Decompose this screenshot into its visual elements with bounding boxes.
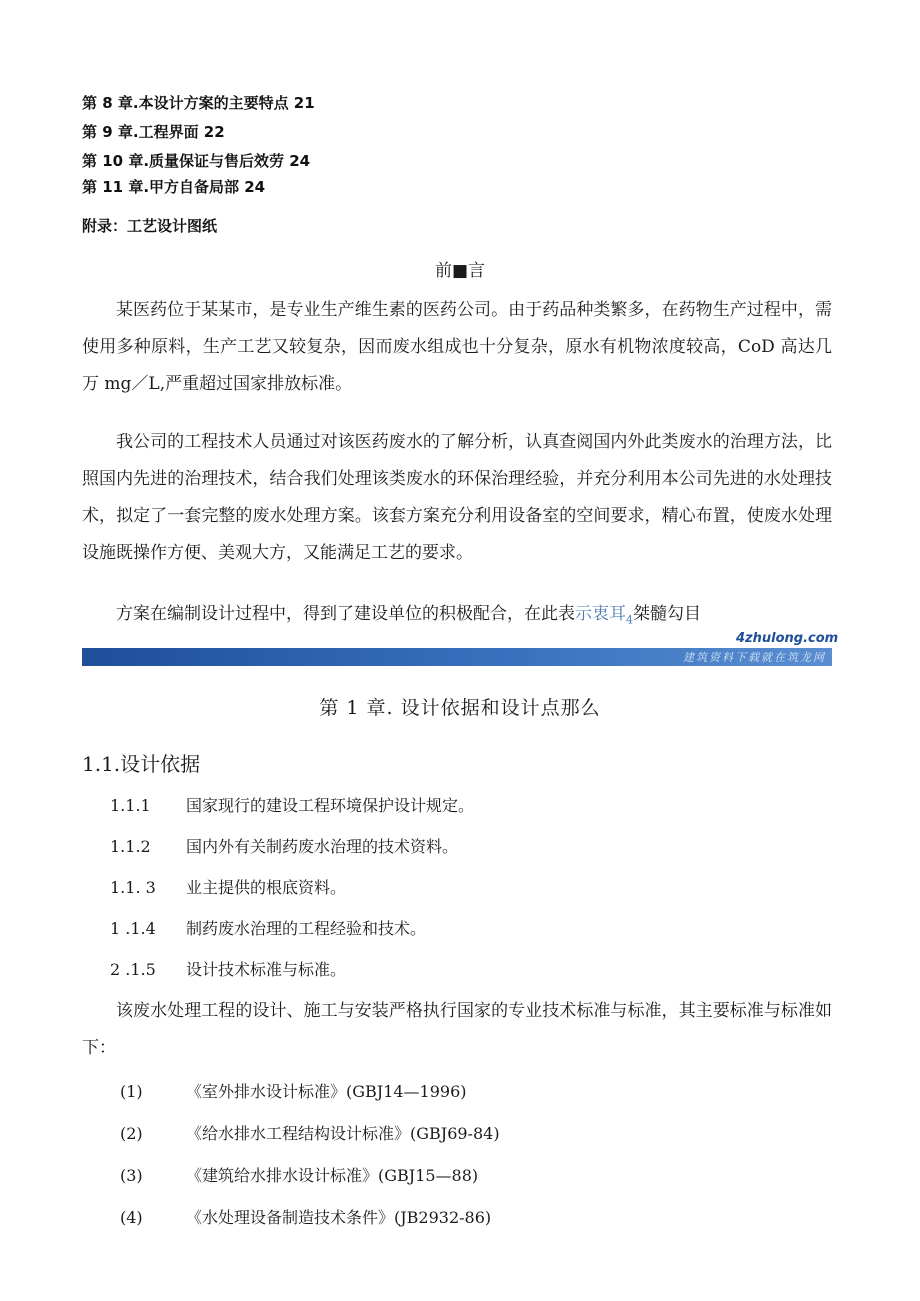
item-number: 2 .1.5	[110, 960, 156, 979]
preface-p3-end: 桀髓勾目	[633, 604, 701, 624]
toc-item-ch10[interactable]: 第 10 章.质量保证与售后效劳 24	[82, 152, 311, 170]
reference-item	[120, 1121, 500, 1144]
preface-p3-sub: 4	[626, 613, 633, 627]
list-item	[110, 834, 458, 857]
ref-number: (3)	[120, 1166, 143, 1185]
preface-p3-tail: 示衷耳	[575, 604, 626, 624]
preface-paragraph-3	[82, 596, 832, 638]
reference-item	[120, 1079, 467, 1102]
list-item	[110, 916, 426, 939]
item-number: 1.1.1	[110, 796, 151, 815]
toc-appendix[interactable]: 附录：工艺设计图纸	[82, 217, 218, 235]
item-text: 制药废水治理的工程经验和技术。	[186, 919, 427, 938]
item-text: 国家现行的建设工程环境保护设计规定。	[186, 796, 475, 815]
ref-text: 《室外排水设计标准》(GBJ14—1996)	[186, 1082, 467, 1101]
toc-item-ch8[interactable]: 第 8 章.本设计方案的主要特点 21	[82, 94, 315, 112]
item-text: 国内外有关制药废水治理的技术资料。	[186, 837, 459, 856]
standards-intro-paragraph: 该废水处理工程的设计、施工与安装严格执行国家的专业技术标准与标准，其主要标准与标准如下：	[82, 1001, 832, 1058]
item-number: 1.1.2	[110, 837, 151, 856]
item-text: 设计技术标准与标准。	[186, 960, 347, 979]
zhulong-logo: 4zhulong.com	[736, 631, 839, 646]
toc-item-ch9[interactable]: 第 9 章.工程界面 22	[82, 123, 225, 141]
item-number: 1.1. 3	[110, 878, 156, 897]
list-item	[110, 957, 346, 980]
preface-paragraph-1: 某医药位于某某市，是专业生产维生素的医药公司。由于药品种类繁多，在药物生产过程中，需使用多种原料，生产工艺又较复杂，因而废水组成也十分复杂，原水有机物浓度较高，CoD 高达几万 mg／L,严重超过国家排放标准。	[82, 300, 832, 394]
chapter-1-title: 第 1 章. 设计依据和设计点那么	[319, 697, 601, 719]
toc-item-ch11[interactable]: 第 11 章.甲方自备局部 24	[82, 178, 266, 196]
ref-text: 《给水排水工程结构设计标准》(GBJ69-84)	[186, 1124, 500, 1143]
item-number: 1 .1.4	[110, 919, 156, 938]
ref-text: 《建筑给水排水设计标准》(GBJ15—88)	[186, 1166, 479, 1185]
preface-p3-main: 方案在编制设计过程中，得到了建设单位的积极配合，在此表	[116, 604, 575, 624]
ref-number: (4)	[120, 1208, 143, 1227]
ref-number: (2)	[120, 1124, 143, 1143]
list-item	[110, 875, 346, 898]
section-1-1-title: 1.1.设计依据	[82, 752, 201, 776]
preface-title: 前■言	[434, 261, 486, 281]
preface-paragraph-2: 我公司的工程技术人员通过对该医药废水的了解分析，认真查阅国内外此类废水的治理方法，比照国内先进的治理技术，结合我们处理该类废水的环保治理经验，并充分利用本公司先进的水处理技术，拟定了一套完整的废水处理方案。该套方案充分利用设备室的空间要求，精心布置，使废水处理设施既操作方便、美观大方，又能满足工艺的要求。	[82, 432, 832, 563]
item-text: 业主提供的根底资料。	[186, 878, 347, 897]
ref-number: (1)	[120, 1082, 143, 1101]
watermark-banner	[82, 648, 832, 666]
watermark-slogan: 建筑资料下载就在筑龙网	[683, 651, 826, 664]
ref-text: 《水处理设备制造技术条件》(JB2932-86)	[186, 1208, 492, 1227]
reference-item	[120, 1205, 491, 1228]
reference-item	[120, 1163, 478, 1186]
list-item	[110, 793, 474, 816]
